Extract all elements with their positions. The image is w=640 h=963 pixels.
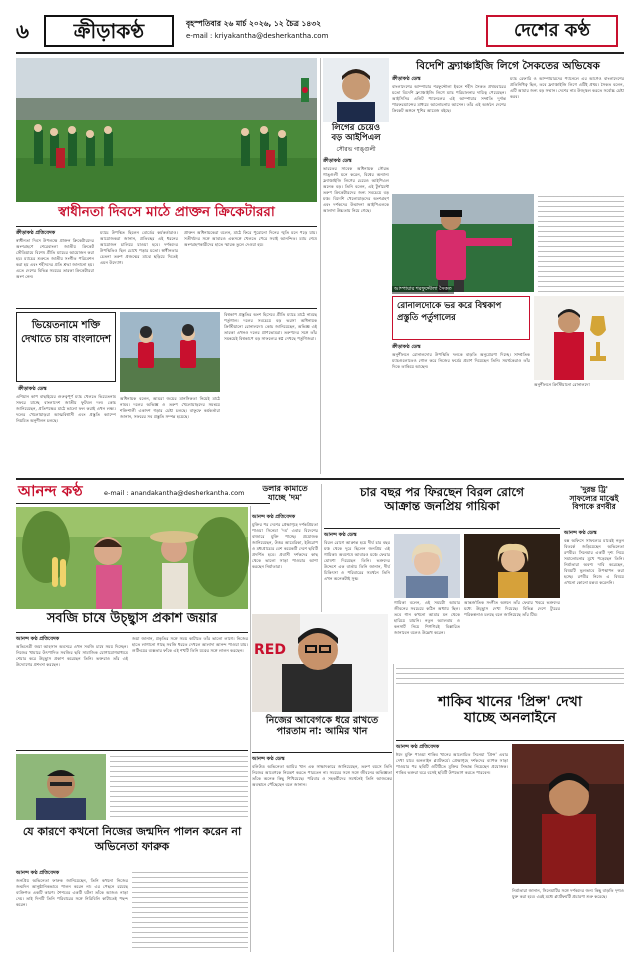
umpire-headline: বিদেশি ফ্র্যাঞ্চাইজি লিগে সৈকতের অভিষেক xyxy=(416,60,600,72)
bangladesh-headline-box xyxy=(16,312,116,382)
aamir-headline-box xyxy=(252,716,392,750)
faruk-headline: যে কারণে কখনো নিজের জন্মদিন পালন করেন না অভিনেতা ফারুক xyxy=(22,825,242,853)
sports-divider xyxy=(16,308,317,309)
bangladesh-text: এশিয়ান কাপ বাছাইয়ের গুরুত্বপূর্ণ ম্যাচ খেলতে ভিয়েতনাম সফরে যাচ্ছে বাংলাদেশ জাতীয় ফুটবল দল। কোচ জানিয়েছেন, প্রতিপক্ষের মাঠে ভালো ফল করাই এখন লক্ষ্য। দলের খেলোয়াড়রা আত্মবিশ্বাসী এবং প্রস্তুতি ক্যাম্পে নিয়মিত অনুশীলন চলছে। xyxy=(16,394,118,423)
jaya-text: অভিনেত্রী জয়া আহসান অবসরে এখন সবজি চাষে সময় দিচ্ছেন। নিজের খামারে উৎপাদিত সবজির ছবি সামাজিক যোগাযোগমাধ্যমে শেয়ার করে উচ্ছ্বাস প্রকাশ করেছেন তিনি। ভক্তরাও তাঁর এই উদ্যোগের প্রশংসা করছেন। xyxy=(16,644,130,667)
aamir-headline-line2: পারতাম না: আমির খান xyxy=(276,725,368,737)
aamir-banner-text: RED xyxy=(254,642,286,658)
umpire-text: বাংলাদেশের আম্পায়ার শরফুদ্দৌলা ইবনে শহীদ সৈকত প্রথমবারের মতো বিদেশি ফ্র্যাঞ্চাইজি লিগে ম্যাচ পরিচালনার দায়িত্ব পেয়েছেন। আইসিসির এলিট প্যানেলের এই আম্পায়ার সম্প্রতি দুর্দান্ত পারফরম্যান্সের মাধ্যমে আলোচনায় আসেন। তাঁর এই অর্জনে দেশের ক্রিকেট অঙ্গনে খুশির আমেজ বইছে। xyxy=(392,84,508,113)
dollar-headline-line1: ডলার কামাতে xyxy=(262,484,308,493)
column-divider-sports xyxy=(320,58,321,474)
veterans-headline: স্বাধীনতা দিবসে মাঠে প্রাক্তন ক্রিকেটাররা xyxy=(58,204,275,220)
ganguly-portrait xyxy=(323,58,389,122)
veterans-photo xyxy=(16,58,317,202)
entertainment-section-title: আনন্দ কণ্ঠ xyxy=(18,482,83,500)
section-title: ক্রীড়াকণ্ঠ xyxy=(73,19,145,43)
aamir-photo xyxy=(252,614,388,712)
faruk-top-rule xyxy=(16,750,248,751)
shakib-headline-box xyxy=(396,694,624,738)
jaya-rule xyxy=(16,632,248,633)
masthead xyxy=(0,0,640,56)
faruk-photo xyxy=(16,754,106,820)
worldcup-headline-box xyxy=(392,296,530,340)
faruk-side-column xyxy=(110,756,248,818)
shakib-image xyxy=(512,744,624,884)
veterans-text-col3: প্রাক্তন অধিনায়কেরা বলেন, মাঠে ফিরে পুরোনো দিনের স্মৃতি মনে পড়ে যায়। সতীর্থদের সঙ্গে আবারও একসঙ্গে খেলতে পেরে সবাই আনন্দিত। ম্যাচ শেষে অংশগ্রহণকারীদের হাতে স্মারক তুলে দেওয়া হয়। xyxy=(184,230,319,247)
ganguly-text: ভারতের সাবেক অধিনায়ক সৌরভ গাঙ্গুলী মনে করেন, বিশ্বের অন্যান্য ফ্র্যাঞ্চাইজি লিগের চেয়েও আইপিএল অনেক বড়। তিনি বলেন, এই টুর্নামেন্ট তরুণ ক্রিকেটারদের জন্য সবচেয়ে বড় মঞ্চ। বিদেশি খেলোয়াড়দের অংশগ্রহণ এবং দর্শকদের উন্মাদনা আইপিএলকে আলাদা উচ্চতায় নিয়ে গেছে। xyxy=(323,166,391,213)
page-number: ৬ xyxy=(16,19,30,43)
umpire-text2: ম্যাচ রেফারি ও আম্পায়ারদের প্যানেলে এর আগেও বাংলাদেশের প্রতিনিধিত্ব ছিল, তবে ফ্র্যাঞ্চাইজি লিগে এটিই প্রথম। সৈকত বলেন, এটি আমার জন্য বড় সম্মান। দেশের নাম উজ্জ্বল করতে সর্বোচ্চ চেষ্টা করব। xyxy=(510,76,626,99)
faruk-text: জনপ্রিয় অভিনেতা ফারুক জানিয়েছেন, তিনি কখনো নিজের জন্মদিন আনুষ্ঠানিকভাবে পালন করেন না। এর পেছনে রয়েছে ব্যক্তিগত একটি কারণ। শৈশবের একটি ঘটনা তাঁকে আজও নাড়া দেয়। তাই দিনটি তিনি পরিবারের সঙ্গে নিরিবিলি কাটাতেই পছন্দ করেন। xyxy=(16,878,130,907)
worldcup-photo xyxy=(534,296,624,380)
veterans-rule xyxy=(16,226,317,227)
jaya-byline: আনন্দ কণ্ঠ প্রতিবেদক xyxy=(16,636,60,642)
tour-text: বক্স অফিসে সাফল্যের মাঝেই নতুন বিতর্কে জড়িয়েছেন অভিনেতা রণবীর। সিনেমার একটি দৃশ্য নিয়ে সমালোচনার মুখে পড়েছেন তিনি। নির্মাতারা অবশ্য দাবি করেছেন, বিষয়টি ভুলভাবে উপস্থাপন করা হচ্ছে। রণবীর নিজে এ বিষয়ে এখনো কোনো মন্তব্য করেননি। xyxy=(564,538,626,585)
singer-headline-box xyxy=(324,486,560,526)
shakib-byline: আনন্দ কণ্ঠ প্রতিবেদক xyxy=(396,744,440,750)
tour-byline: আনন্দ কণ্ঠ ডেস্ক xyxy=(564,530,597,536)
ganguly-caption-line1: লিগের চেয়েও xyxy=(331,123,381,133)
shakib-photo xyxy=(512,744,624,884)
aamir-image xyxy=(252,614,388,712)
singer-headline-line2: আক্রান্ত জনপ্রিয় গায়িকা xyxy=(384,498,500,513)
singer-photo xyxy=(394,534,460,598)
shakib-text2: নির্মাতারা জানান, সিনেমাটির সঙ্গে দর্শকদের জন্য কিছু বাড়তি দৃশ্যও যুক্ত করা হবে। এরই মধ্যে প্ল্যাটফর্মটি প্রচারণা শুরু করেছে। xyxy=(512,888,626,899)
masthead-email[interactable]: e-mail : kriyakantha@desherkantha.com xyxy=(186,32,329,40)
singer-headline-line1: চার বছর পর ফিরছেন বিরল রোগে xyxy=(359,485,525,499)
faruk-text-col2 xyxy=(132,872,248,952)
tour-headline-box xyxy=(564,486,624,528)
ganguly-photo xyxy=(323,58,389,122)
shakib-headline-line1: শাকিব খানের 'প্রিন্স' দেখা xyxy=(438,694,582,710)
singer-photo-2 xyxy=(464,534,560,598)
entertainment-header-rule xyxy=(16,503,270,504)
shakib-text: ঈদে মুক্তি পাওয়া শাকিব খানের আলোচিত সিনেমা 'প্রিন্স' এবার দেখা যাবে অনলাইন প্ল্যাটফর্মে। প্রেক্ষাগৃহে দর্শকদের ব্যাপক সাড়া পাওয়ার পর ছবিটি ওটিটিতে মুক্তির সিদ্ধান্ত নিয়েছেন প্রযোজক। শাকিব ভক্তরা ঘরে বসেই ছবিটি উপভোগ করতে পারবেন। xyxy=(396,752,510,775)
singer-stage-image xyxy=(464,534,560,598)
umpire-right-column xyxy=(538,196,624,292)
dollar-byline: আনন্দ কণ্ঠ প্রতিবেদক xyxy=(252,514,296,520)
veterans-text-col2: ম্যাচে উপস্থিত ছিলেন বোর্ডের কর্মকর্তারাও। আয়োজকরা জানান, প্রতিবছর এই ধরনের আয়োজন চালিয়ে যাওয়া হবে। দর্শকদের উপস্থিতিও ছিল চোখে পড়ার মতো। স্বাধীনতার চেতনা তরুণ প্রজন্মের মাঝে ছড়িয়ে দিতেই এমন উদ্যোগ। xyxy=(100,230,180,265)
faruk-portrait xyxy=(16,754,106,820)
paper-logo-box xyxy=(486,15,618,47)
dollar-headline-line2: যাচ্ছে 'দম' xyxy=(267,493,303,503)
worldcup-text: বিশ্বকাপ প্রস্তুতির অংশ হিসেবে প্রীতি ম্যাচে মাঠে নামছে পর্তুগাল। দলের সবচেয়ে বড় ভরসা অধিনায়ক ক্রিস্টিয়ানো রোনালদো। কোচ জানিয়েছেন, অভিজ্ঞ এই তারকা এখনও দলের প্রাণভোমরা। তরুণদের সঙ্গে তাঁর সমন্বয়েই বিশ্বকাপে বড় সাফল্যের স্বপ্ন দেখছে পর্তুগিজরা। xyxy=(224,312,319,341)
bangladesh-byline: ক্রীড়াকণ্ঠ ডেস্ক xyxy=(18,386,47,392)
worldcup-text2: অনুশীলনে রোনালদোর উপস্থিতি দলকে বাড়তি অনুপ্রেরণা দিচ্ছে। সাম্প্রতিক ম্যাচগুলোতেও গোল করে নিজের ফর্মের প্রমাণ দিয়েছেন তিনি। সমর্থকেরাও তাঁর দিকে তাকিয়ে আছেন। xyxy=(392,352,532,369)
bangladesh-text2: অধিনায়ক বলেন, আমরা জয়ের মানসিকতা নিয়েই মাঠে নামব। দলের অভিজ্ঞ ও তরুণ খেলোয়াড়দের সমন্বয়ে শক্তিশালী একাদশ গড়ার চেষ্টা চলছে। বাফুফে কর্মকর্তারা জানান, সফরের সব প্রস্তুতি সম্পন্ন হয়েছে। xyxy=(120,396,222,419)
masthead-rule xyxy=(16,52,624,54)
bangladesh-photo xyxy=(120,312,220,392)
singer-text3: আন্তর্জাতিক সংগীত অঙ্গনে তাঁর ফেরার খবরে ভক্তদের মধ্যে উচ্ছ্বাস দেখা দিয়েছে। বিভিন্ন দেশে ট্যুরের পরিকল্পনাও চলছে বলে জানিয়েছে তাঁর টিম। xyxy=(464,600,562,617)
aamir-byline: আনন্দ কণ্ঠ ডেস্ক xyxy=(252,756,285,762)
shakib-rule xyxy=(396,740,624,741)
aamir-text: বলিউড অভিনেতা আমির খান এক সাক্ষাৎকারে জানিয়েছেন, তরুণ বয়সে তিনি নিজের আবেগকে নিয়ন্ত্রণ করতে পারতেন না। সময়ের সঙ্গে সঙ্গে জীবনের অভিজ্ঞতা তাঁকে অনেক কিছু শিখিয়েছে। পরিবার ও সহকর্মীদের সমর্থনেই তিনি আজকের অবস্থানে পৌঁছেছেন বলে জানান। xyxy=(252,764,392,787)
singer-byline: আনন্দ কণ্ঠ ডেস্ক xyxy=(324,532,357,538)
column-divider-ent-2 xyxy=(321,484,322,612)
ganguly-caption-box xyxy=(323,124,389,154)
veterans-text-col1: স্বাধীনতা দিবস উপলক্ষে প্রাক্তন ক্রিকেটারদের অংশগ্রহণে শেরেবাংলা জাতীয় ক্রিকেট স্টেডিয়ামে বিশেষ প্রীতি ম্যাচের আয়োজন করা হয়। ম্যাচের শুরুতে জাতীয় সংগীত পরিবেশন করা হয় এবং শহীদদের প্রতি শ্রদ্ধা জানানো হয়। এতে দেশের বিভিন্ন সময়ের তারকা ক্রিকেটাররা অংশ নেন। xyxy=(16,238,96,279)
singer-portrait xyxy=(394,534,460,598)
ganguly-caption-name: সৌরভ গাঙ্গুলী xyxy=(336,145,376,153)
jaya-text2: জয়া জানান, প্রকৃতির সঙ্গে সময় কাটাতে তাঁর ভালো লাগে। নিজের হাতে লাগানো গাছে সবজি ধরতে দেখলে আলাদা আনন্দ পাওয়া যায়। শুটিংয়ের ব্যস্ততার ফাঁকে এই শখটি তিনি যত্নের সঙ্গে লালন করছেন। xyxy=(132,636,250,653)
ronaldo-image xyxy=(534,296,624,380)
section-title-box xyxy=(44,15,174,47)
column-divider-ent-1 xyxy=(250,506,251,952)
singer-text2: গায়িকা বলেন, এই সময়টা আমার জীবনের সবচেয়ে কঠিন অধ্যায় ছিল। তবে গান কখনো আমার মন থেকে হারিয়ে যায়নি। নতুন অ্যালবাম ও কনসার্ট নিয়ে শিগগিরই বিস্তারিত জানাবেন বলেও উল্লেখ করেন। xyxy=(394,600,462,635)
ganguly-caption-line2: বড় আইপিএল xyxy=(331,132,381,143)
bangladesh-headline: ভিয়েতনামে শক্তি দেখাতে চায় বাংলাদেশ xyxy=(21,320,111,345)
veterans-byline: ক্রীড়াকণ্ঠ প্রতিবেদক xyxy=(16,230,56,236)
shakib-top-column xyxy=(396,668,624,688)
umpire-caption: আম্পায়ার শরফুদ্দৌলা সৈকত xyxy=(394,286,452,292)
football-team-image xyxy=(120,312,220,392)
tour-headline-line1: 'দুরন্ত ট্রি' xyxy=(580,485,608,494)
dollar-headline-box xyxy=(252,484,318,512)
masthead-date: বৃহস্পতিবার ২৬ মার্চ ২০২৬, ১২ চৈত্র ১৪৩২ xyxy=(186,19,321,28)
aamir-headline-line1: নিজের আবেগকে ধরে রাখতে xyxy=(265,715,379,726)
umpire-byline: ক্রীড়াকণ্ঠ ডেস্ক xyxy=(392,76,421,82)
faruk-byline: আনন্দ কণ্ঠ প্রতিবেদক xyxy=(16,870,60,876)
umpire-photo xyxy=(392,194,534,292)
umpire-image xyxy=(392,194,534,292)
paper-logo: দেশের কণ্ঠ xyxy=(514,20,590,41)
aamir-rule xyxy=(252,752,392,753)
entertainment-top-rule xyxy=(16,478,624,480)
singer-text: বিরল রোগে আক্রান্ত হয়ে দীর্ঘ চার বছর মঞ্চ থেকে দূরে ছিলেন জনপ্রিয় এই গায়িকা। অবশেষে আবারও মঞ্চে ফেরার ঘোষণা দিয়েছেন তিনি। ভক্তদের উদ্দেশে এক বার্তায় তিনি জানান, দীর্ঘ চিকিৎসা ও পরিবারের সমর্থনে তিনি এখন অনেকটাই সুস্থ। xyxy=(324,540,392,581)
shakib-headline-line2: যাচ্ছে অনলাইনে xyxy=(463,710,557,727)
jaya-headline: সবজি চাষে উচ্ছ্বাস প্রকাশ জয়ার xyxy=(46,611,218,626)
worldcup-headline: রোনালদোকে ভর করে বিশ্বকাপ প্রস্তুতি পর্তুগালের xyxy=(397,301,502,323)
worldcup-byline: ক্রীড়াকণ্ঠ ডেস্ক xyxy=(392,344,421,350)
singer-rule xyxy=(324,528,560,529)
tour-headline-line2: সাফল্যের মাঝেই xyxy=(569,493,619,503)
entertainment-email[interactable]: e-mail : anandakantha@desherkantha.com xyxy=(104,489,245,497)
ganguly-byline: ক্রীড়াকণ্ঠ ডেস্ক xyxy=(323,158,352,164)
tour-headline-line3: বিপাকে রণবীর xyxy=(572,502,616,512)
jaya-photo xyxy=(16,507,248,609)
column-divider-ent-3 xyxy=(393,664,394,952)
jaya-garden-image xyxy=(16,507,248,609)
worldcup-caption: অনুশীলনে ক্রিস্টিয়ানো রোনালদো xyxy=(534,382,590,387)
cricket-field-image xyxy=(16,58,317,202)
dollar-text: মুক্তির পর দেশের প্রেক্ষাগৃহে দর্শকপ্রিয়তা পাওয়া সিনেমা 'দম' এবার বিদেশের বাজারে মুক্তি পাচ্ছে। প্রযোজক জানিয়েছেন, উত্তর আমেরিকা, ইউরোপ ও মধ্যপ্রাচ্যের বেশ কয়েকটি দেশে ছবিটি প্রদর্শিত হবে। প্রবাসী দর্শকদের কাছ থেকে ভালো সাড়া পাওয়ার আশা করছেন নির্মাতারা। xyxy=(252,522,320,569)
